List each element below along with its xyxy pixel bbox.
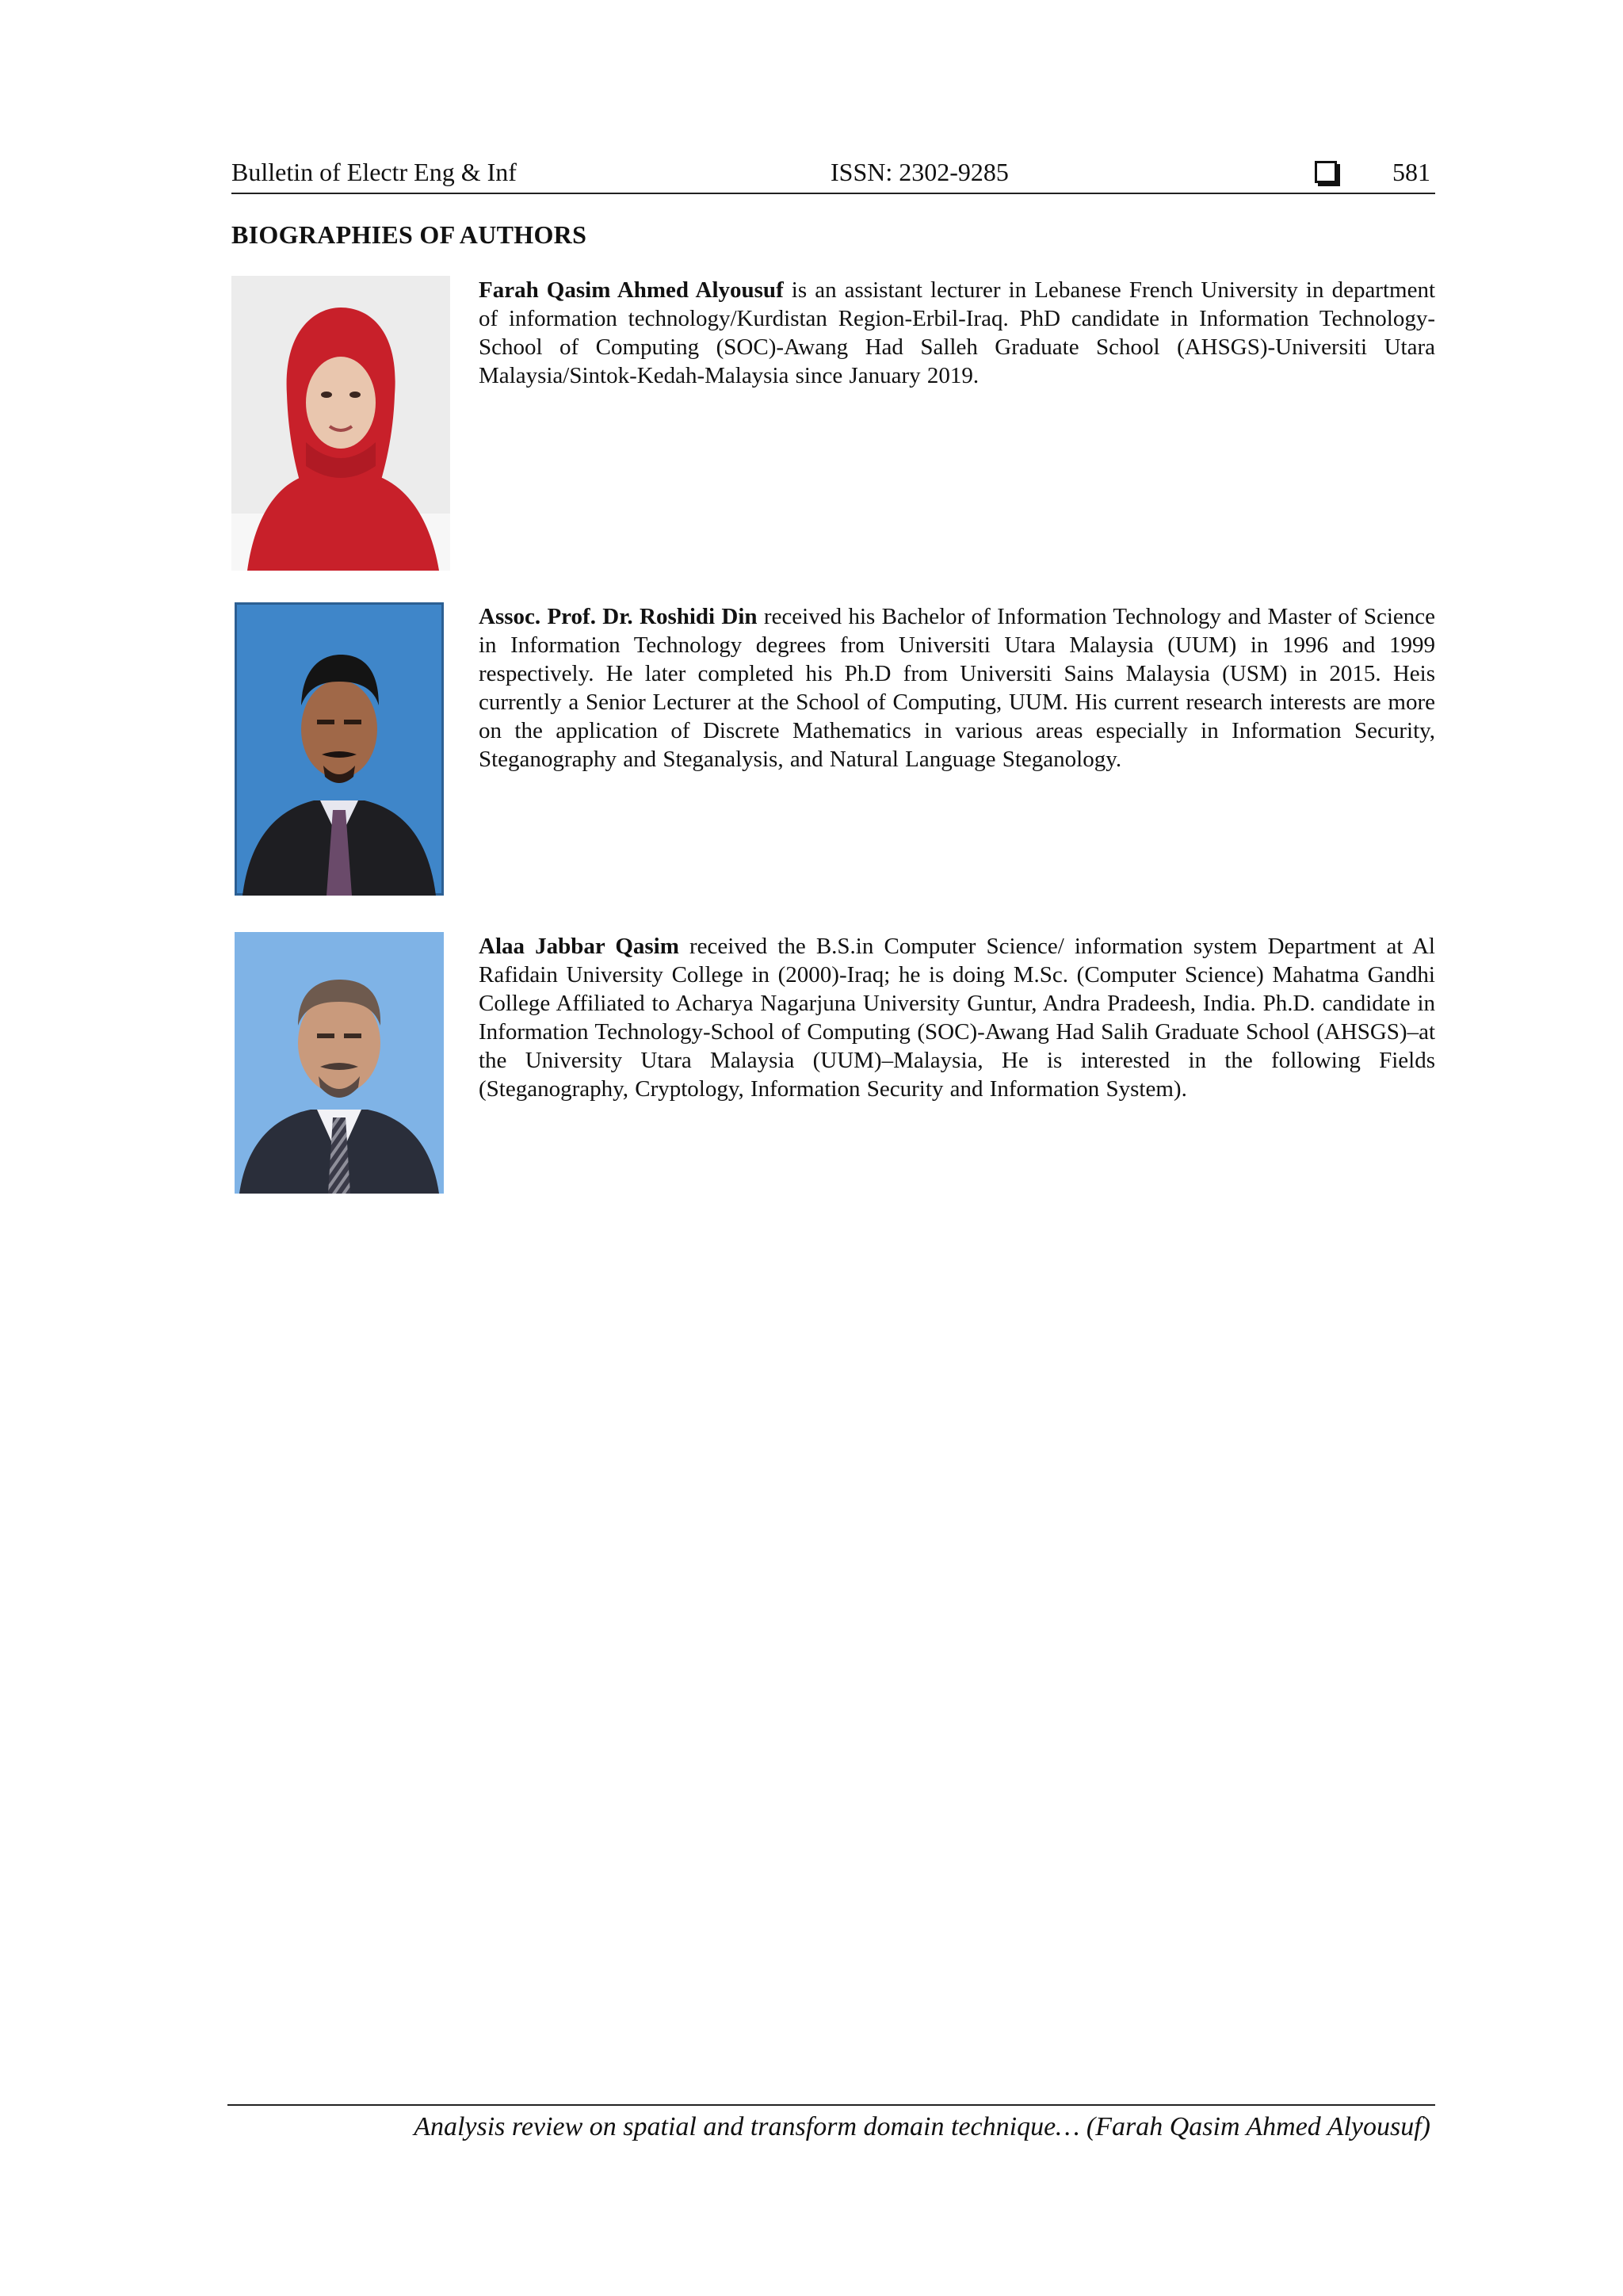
author-photo-3-image [235,932,444,1194]
running-header [231,155,1435,194]
section-title: BIOGRAPHIES OF AUTHORS [231,220,587,249]
page-number: 581 [1392,158,1430,186]
author-photo-1 [231,276,450,571]
author-bio-text-3 [479,932,1435,1103]
square-box-icon [1315,161,1337,183]
author-photo-1-image [231,276,450,571]
footer-running-title: Analysis review on spatial and transform domain technique… (Farah Qasim Ahmed Alyousuf) [414,2112,1430,2141]
running-footer [227,2104,1435,2141]
author-bio-text-2 [479,602,1435,774]
author-name-3: Alaa Jabbar Qasim [479,934,679,959]
author-bio-text-1 [479,276,1435,390]
author-photo-3 [235,932,444,1194]
author-photo-2 [235,602,444,896]
author-photo-2-image [235,602,444,896]
author-name-1: Farah Qasim Ahmed Alyousuf [479,277,784,303]
issn: ISSN: 2302-9285 [831,158,1009,186]
author-name-2: Assoc. Prof. Dr. Roshidi Din [479,604,758,629]
author-description-3: received the B.S.in Computer Science/ information system Department at Al Rafidain University College in (2000)-Iraq; he is doing M.Sc. (Computer Science) Mahatma Gandhi College Affiliated to Acharya Nagarjuna University Guntur, Andra Pradeesh, India. Ph.D. candidate in Information Technology-School of Computing (SOC)-Awang Had Salih Graduate School (AHSGS)–at the University Utara Malaysia (UUM)–Malaysia, He is interested in the following Fields (Steganography, Cryptology, Information Security and Information System). [479,934,1435,1102]
author-description-1: is an assistant lecturer in Lebanese French University in department of information technology/Kurdistan Region-Erbil-Iraq. PhD candidate in Information Technology-School of Computing (SOC)-Awang Had Salleh Graduate School (AHSGS)-Universiti Utara Malaysia/Sintok-Kedah-Malaysia since January 2019. [479,277,1436,388]
journal-name: Bulletin of Electr Eng & Inf [231,158,517,186]
author-description-2: received his Bachelor of Information Technology and Master of Science in Information Technology degrees from Universiti Utara Malaysia (UUM) in 1996 and 1999 respectively. He later completed his Ph.D from Universiti Sains Malaysia (USM) in 2015. Heis currently a Senior Lecturer at the School of Computing, UUM. His current research interests are more on the application of Discrete Mathematics in various areas especially in Information Security, Steganography and Steganalysis, and Natural Language Steganology. [479,604,1435,772]
